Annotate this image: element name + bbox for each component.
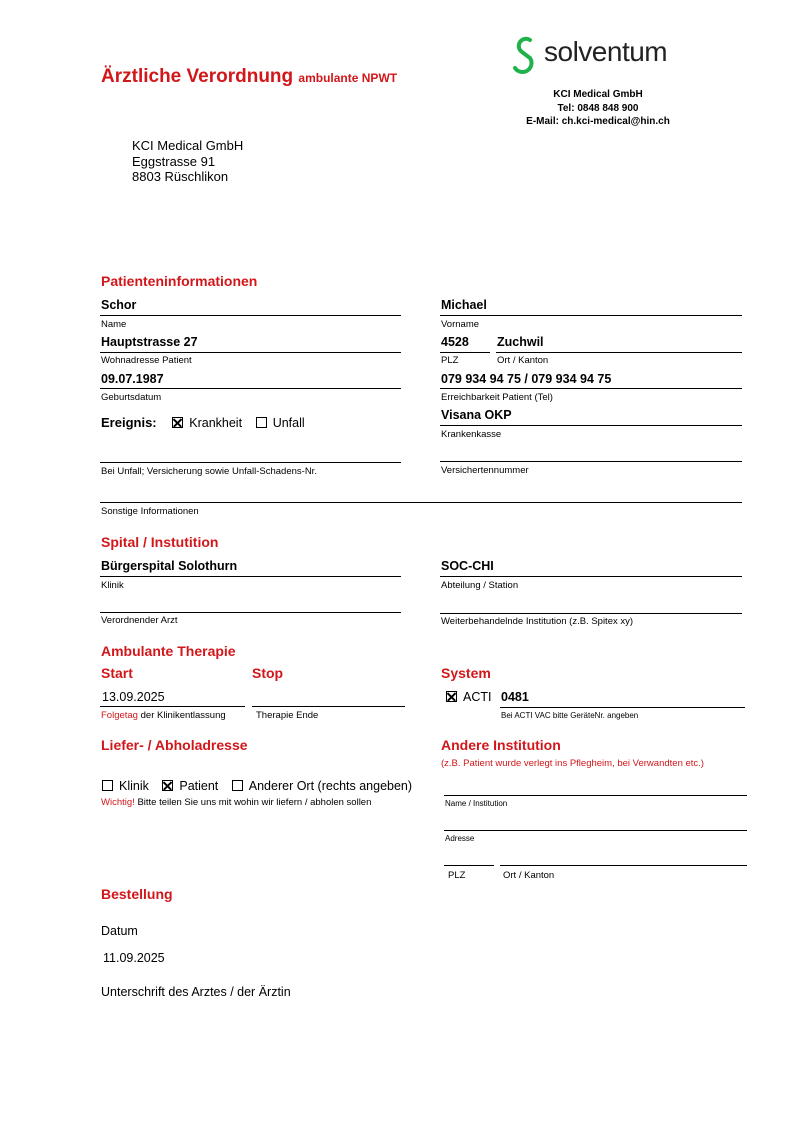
- event-row: [101, 415, 305, 430]
- doctor-label: Verordnender Arzt: [101, 615, 178, 626]
- clinic-label: Klinik: [101, 580, 124, 591]
- delivery-other-checkbox[interactable]: [232, 780, 243, 791]
- delivery-patient-checkbox[interactable]: [162, 780, 173, 791]
- logo-wordmark: solventum: [544, 36, 668, 67]
- delivery-other-label: Anderer Ort (rechts angeben): [248, 779, 413, 793]
- other-name-field[interactable]: [444, 795, 747, 796]
- other-info-field[interactable]: [100, 502, 742, 503]
- system-note: Bei ACTI VAC bitte GeräteNr. angeben: [501, 711, 639, 720]
- insurer-label: Krankenkasse: [441, 429, 502, 440]
- followup-label: Weiterbehandelnde Institution (z.B. Spitex xy): [441, 616, 634, 627]
- delivery-patient-label: Patient: [179, 779, 219, 793]
- patient-name-value[interactable]: Schor: [101, 298, 137, 312]
- stop-date-note: Therapie Ende: [256, 710, 319, 721]
- start-date-note: [101, 710, 226, 721]
- birthdate-underline: [100, 388, 401, 389]
- event-accident-checkbox[interactable]: [256, 417, 267, 428]
- doctor-field[interactable]: [100, 612, 401, 613]
- event-sickness-label: Krankheit: [189, 416, 243, 430]
- address-label: Wohnadresse Patient: [101, 355, 192, 366]
- system-number-value[interactable]: 0481: [501, 690, 529, 704]
- other-info-label: Sonstige Informationen: [101, 506, 199, 517]
- other-city-label: Ort / Kanton: [503, 870, 555, 881]
- section-hospital: Spital / Instutition: [101, 534, 219, 550]
- patient-birthdate-value[interactable]: 09.07.1987: [101, 372, 164, 386]
- phone-underline: [440, 388, 742, 389]
- event-accident-label: Unfall: [272, 416, 305, 430]
- recipient-line1: KCI Medical GmbH: [132, 138, 244, 153]
- city-label: Ort / Kanton: [497, 355, 549, 366]
- company-phone: Tel: 0848 848 900: [557, 102, 639, 114]
- system-acti-option: [446, 690, 491, 704]
- start-heading: Start: [101, 665, 133, 681]
- delivery-note-text: Bitte teilen Sie uns mit wohin wir liefern / abholen sollen: [137, 797, 372, 808]
- firstname-underline: [440, 315, 742, 316]
- system-acti-checkbox[interactable]: [446, 691, 457, 702]
- address-underline: [100, 352, 401, 353]
- form-title: [101, 66, 397, 88]
- delivery-clinic-checkbox[interactable]: [102, 780, 113, 791]
- recipient-line2: Eggstrasse 91: [132, 153, 216, 169]
- order-date-value[interactable]: 11.09.2025: [103, 951, 165, 965]
- name-underline: [100, 315, 401, 316]
- delivery-note: [101, 797, 371, 808]
- start-date-value[interactable]: 13.09.2025: [102, 690, 165, 704]
- name-label: Name: [101, 319, 127, 330]
- signature-label: Unterschrift des Arztes / der Ärztin: [101, 985, 291, 999]
- city-underline: [496, 352, 742, 353]
- title-subtitle: ambulante NPWT: [298, 71, 398, 85]
- plz-underline: [440, 352, 490, 353]
- patient-firstname-value[interactable]: Michael: [441, 298, 487, 312]
- other-name-label: Name / Institution: [445, 799, 508, 808]
- system-heading: System: [441, 665, 491, 681]
- logo-icon: [509, 34, 543, 78]
- section-delivery: Liefer- / Abholadresse: [101, 737, 248, 753]
- phone-label: Erreichbarkeit Patient (Tel): [441, 392, 553, 403]
- start-note-text: der Klinikentlassung: [140, 710, 226, 721]
- department-underline: [440, 576, 742, 577]
- insurer-value[interactable]: Visana OKP: [441, 408, 512, 422]
- event-label: Ereignis:: [101, 415, 157, 430]
- title-main: Ärztliche Verordnung: [101, 66, 294, 87]
- other-address-field[interactable]: [444, 830, 747, 831]
- order-date-label: Datum: [101, 924, 138, 938]
- followup-field[interactable]: [440, 613, 742, 614]
- patient-city-value[interactable]: Zuchwil: [497, 335, 544, 349]
- patient-plz-value[interactable]: 4528: [441, 335, 469, 349]
- section-patient-info: Patienteninformationen: [101, 273, 258, 289]
- delivery-options: [102, 779, 412, 793]
- recipient-line3: 8803 Rüschlikon: [132, 169, 229, 184]
- stop-heading: Stop: [252, 665, 284, 681]
- department-value[interactable]: SOC-CHI: [441, 559, 494, 573]
- insurer-underline: [440, 425, 742, 426]
- accident-insurance-label: Bei Unfall; Versicherung sowie Unfall-Schadens-Nr.: [101, 466, 317, 477]
- other-address-label: Adresse: [445, 834, 475, 843]
- company-contact: [496, 88, 700, 129]
- event-sickness-checkbox[interactable]: [172, 417, 183, 428]
- system-acti-label: ACTI: [463, 690, 492, 704]
- clinic-underline: [100, 576, 401, 577]
- birthdate-label: Geburtsdatum: [101, 392, 162, 403]
- other-institution-hint: (z.B. Patient wurde verlegt ins Pflegheim, bei Verwandten etc.): [441, 758, 704, 769]
- company-name: KCI Medical GmbH: [553, 89, 643, 100]
- section-order: Bestellung: [101, 886, 173, 902]
- clinic-value[interactable]: Bürgerspital Solothurn: [101, 559, 238, 573]
- patient-phone-value[interactable]: 079 934 94 75 / 079 934 94 75: [441, 372, 612, 386]
- stop-date-field[interactable]: [252, 706, 405, 707]
- start-date-underline: [100, 706, 245, 707]
- system-number-underline: [500, 707, 745, 708]
- delivery-clinic-label: Klinik: [119, 779, 149, 793]
- insured-number-field[interactable]: [440, 461, 742, 462]
- accident-insurance-field[interactable]: [100, 462, 401, 463]
- patient-address-value[interactable]: Hauptstrasse 27: [101, 335, 198, 349]
- section-other-institution: Andere Institution: [441, 737, 561, 753]
- insured-number-label: Versichertennummer: [441, 465, 529, 476]
- other-plz-label: PLZ: [448, 870, 466, 881]
- department-label: Abteilung / Station: [441, 580, 519, 591]
- company-email[interactable]: E-Mail: ch.kci-medical@hin.ch: [526, 116, 670, 127]
- start-note-red: Folgetag: [101, 710, 138, 721]
- plz-label: PLZ: [441, 355, 459, 366]
- section-therapy: Ambulante Therapie: [101, 643, 236, 659]
- delivery-note-red: Wichtig!: [101, 797, 135, 808]
- other-plz-field[interactable]: [444, 865, 494, 866]
- firstname-label: Vorname: [441, 319, 480, 330]
- recipient-address: [132, 138, 243, 185]
- other-city-field[interactable]: [500, 865, 747, 866]
